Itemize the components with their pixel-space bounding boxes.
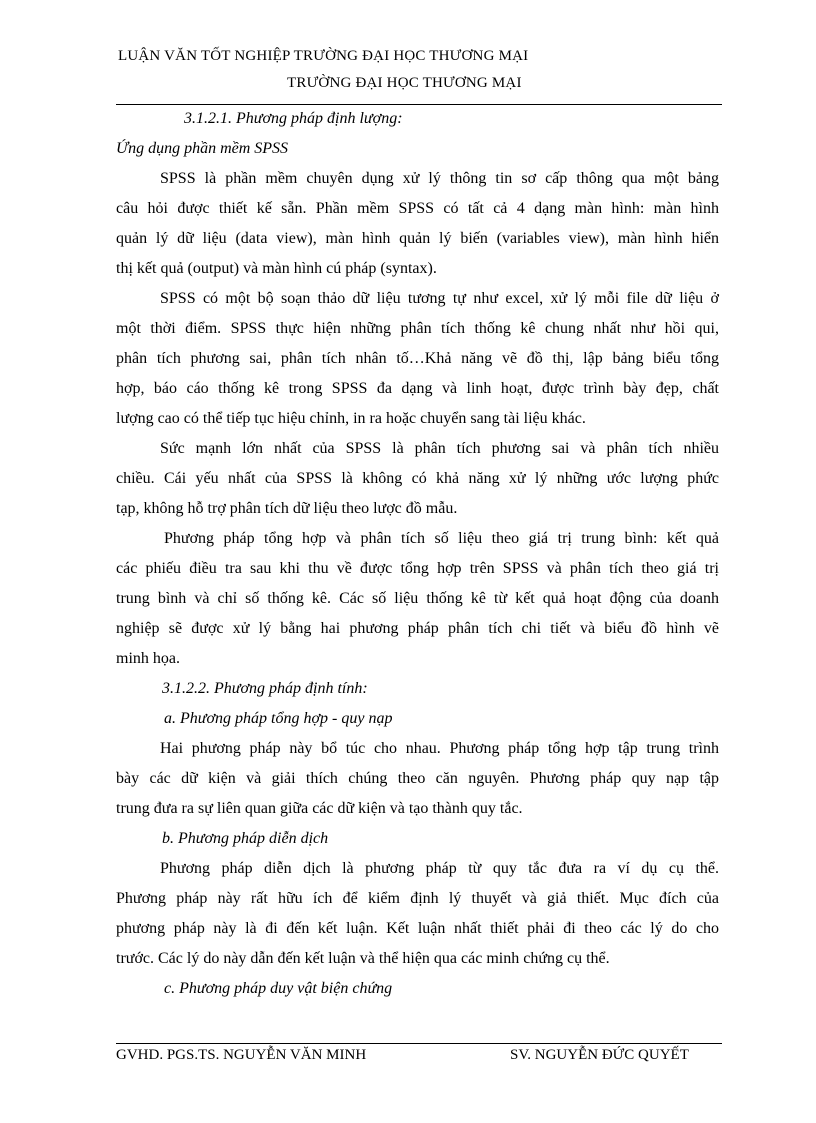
text-line: Phương pháp này rất hữu ích để kiểm định lý thuyết và giả thiết. Mục đích của	[116, 890, 719, 907]
subheading-a: a. Phương pháp tổng hợp - quy nạp	[164, 710, 393, 727]
paragraph-spss-strengths	[116, 434, 719, 524]
text-line: phương pháp này là đi đến kết luận. Kết luận nhất thiết phải đi theo các lý do cho	[116, 920, 719, 937]
text-line: trung đưa ra sự liên quan giữa các dữ kiện và tạo thành quy tắc.	[116, 800, 523, 817]
text-line: tạp, không hỗ trợ phân tích dữ liệu theo lược đồ mẫu.	[116, 500, 458, 517]
text-line: trung bình và chỉ số thống kê. Các số liệu thống kê từ kết quả hoạt động của doanh	[116, 590, 719, 607]
subheading-b: b. Phương pháp diễn dịch	[162, 830, 329, 847]
text-line: trước. Các lý do này dẫn đến kết luận và thể hiện qua các minh chứng cụ thể.	[116, 950, 610, 967]
text-line: bày các dữ kiện và giải thích chúng theo căn nguyên. Phương pháp quy nạp tập	[116, 770, 719, 787]
text-line: quản lý dữ liệu (data view), màn hình quản lý biến (variables view), màn hình hiển	[116, 230, 719, 247]
text-line: nghiệp sẽ được xử lý bằng hai phương pháp phân tích chi tiết và biểu đồ hình vẽ	[116, 620, 719, 637]
paragraph-average-method	[116, 524, 719, 674]
subheading-c: c. Phương pháp duy vật biện chứng	[164, 980, 393, 997]
text-line: các phiếu điều tra sau khi thu về được tổng hợp trên SPSS và phân tích theo giá trị	[116, 560, 719, 577]
text-line: một thời điểm. SPSS thực hiện những phân tích thống kê chung nhất như hồi qui,	[116, 320, 719, 337]
text-line: hợp, báo cáo thống kê trong SPSS đa dạng và linh hoạt, được trình bày đẹp, chất	[116, 380, 719, 397]
text-line: Sức mạnh lớn nhất của SPSS là phân tích phương sai và phân tích nhiều	[160, 440, 719, 457]
paragraph-spss-editor	[116, 284, 719, 434]
text-line: SPSS là phần mềm chuyên dụng xử lý thông tin sơ cấp thông qua một bảng	[160, 170, 719, 187]
page-body	[116, 104, 719, 1004]
text-line: Hai phương pháp này bổ túc cho nhau. Phương pháp tổng hợp tập trung trình	[160, 740, 719, 757]
footer-student: SV. NGUYỄN ĐỨC QUYẾT	[510, 1047, 689, 1063]
subheading-spss: Ứng dụng phần mềm SPSS	[116, 140, 289, 157]
text-line: Phương pháp tổng hợp và phân tích số liệu theo giá trị trung bình: kết quả	[164, 530, 719, 547]
header-title: LUẬN VĂN TỐT NGHIỆP TRƯỜNG ĐẠI HỌC THƯƠNG MẠI	[118, 48, 529, 64]
text-line: minh họa.	[116, 650, 180, 667]
footer-supervisor: GVHD. PGS.TS. NGUYỄN VĂN MINH	[116, 1047, 367, 1063]
text-line: chiều. Cái yếu nhất của SPSS là không có khả năng xử lý những ước lượng phức	[116, 470, 719, 487]
paragraph-synthesis-induction	[116, 734, 719, 824]
text-line: thị kết quả (output) và màn hình cú pháp (syntax).	[116, 260, 437, 277]
text-line: SPSS có một bộ soạn thảo dữ liệu tương tự như excel, xử lý mỗi file dữ liệu ở	[160, 290, 719, 307]
text-line: phân tích phương sai, phân tích nhân tố…Khả năng vẽ đồ thị, lập bảng biểu tổng	[116, 350, 719, 367]
section-heading-3-1-2-1: 3.1.2.1. Phương pháp định lượng:	[184, 110, 403, 127]
section-heading-3-1-2-2: 3.1.2.2. Phương pháp định tính:	[162, 680, 368, 697]
text-line: lượng cao có thể tiếp tục hiệu chỉnh, in ra hoặc chuyển sang tài liệu khác.	[116, 410, 586, 427]
footer-divider	[116, 1043, 722, 1044]
text-line: Phương pháp diễn dịch là phương pháp từ quy tắc đưa ra ví dụ cụ thể.	[160, 860, 719, 877]
text-line: câu hỏi được thiết kế sẵn. Phần mềm SPSS có tất cả 4 dạng màn hình: màn hình	[116, 200, 719, 217]
paragraph-deduction	[116, 854, 719, 974]
header-subtitle: TRƯỜNG ĐẠI HỌC THƯƠNG MẠI	[287, 75, 522, 91]
paragraph-spss-intro	[116, 164, 719, 284]
